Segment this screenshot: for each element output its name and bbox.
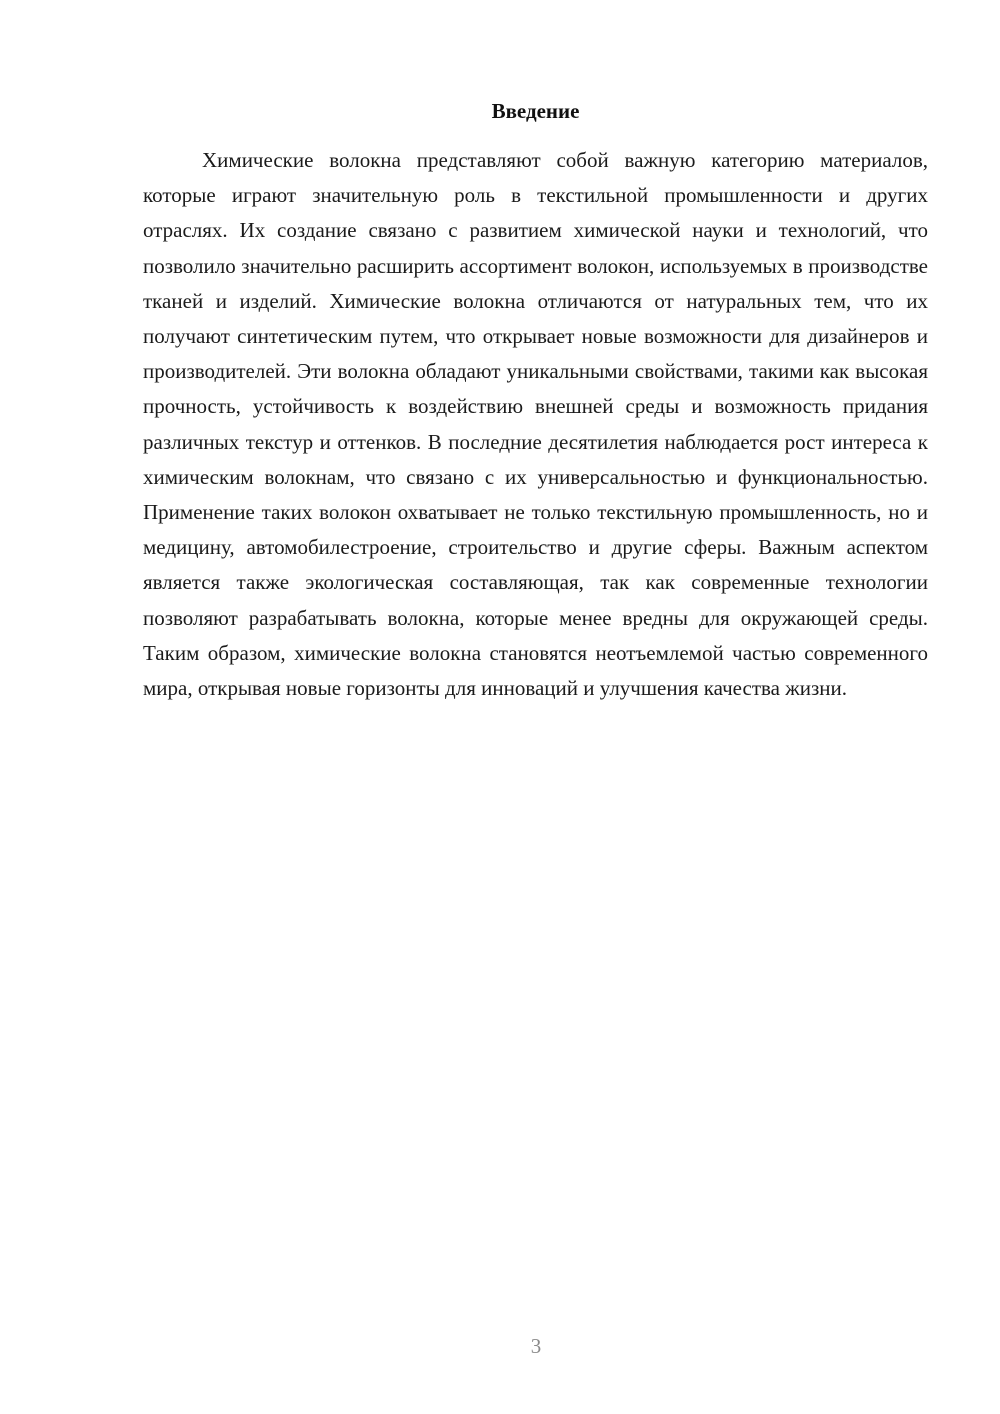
body-paragraph: Химические волокна представляют собой важную категорию материалов, которые играют значительную роль в текстильной промышленности и других отраслях. Их создание связано с развитием химической науки и технологий, что позволило значительно расширить ассортимент волокон, используемых в производстве тканей и изделий. Химические волокна отличаются от натуральных тем, что их получают синтетическим путем, что открывает новые возможности для дизайнеров и производителей. Эти волокна обладают уникальными свойствами, такими как высокая прочность, устойчивость к воздействию внешней среды и возможность придания различных текстур и оттенков. В последние десятилетия наблюдается рост интереса к химическим волокнам, что связано с их универсальностью и функциональностью. Применение таких волокон охватывает не только текстильную промышленность, но и медицину, автомобилестроение, строительство и другие сферы. Важным аспектом является также экологическая составляющая, так как современные технологии позволяют разрабатывать волокна, которые менее вредны для окружающей среды. Таким образом, химические волокна становятся неотъемлемой частью современного мира, открывая новые горизонты для инноваций и улучшения качества жизни. [143,148,928,701]
section-heading: Введение [491,99,580,123]
page-number: 3 [530,1334,542,1358]
